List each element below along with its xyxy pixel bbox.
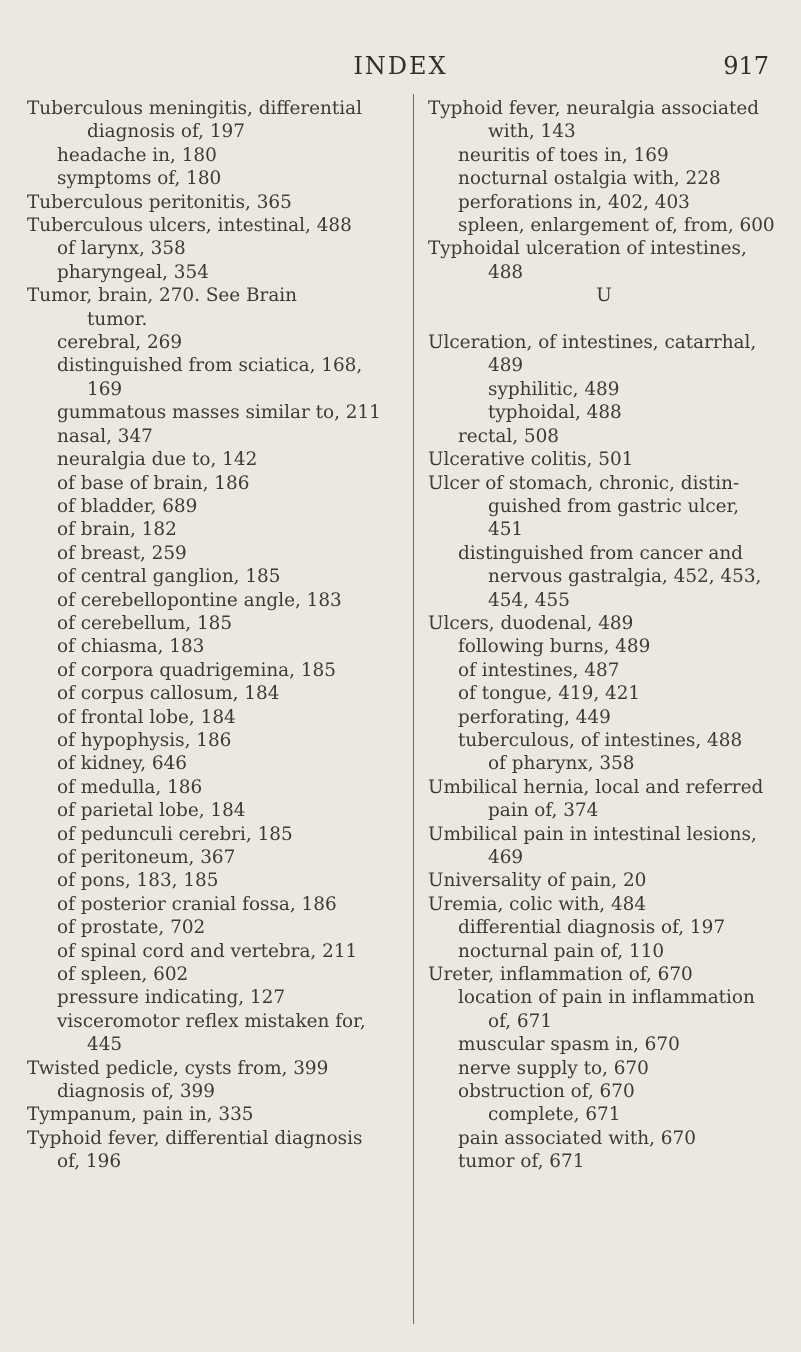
index-entry: Ulcers, duodenal, 489 bbox=[428, 612, 634, 634]
index-subentry: of peritoneum, 367 bbox=[57, 847, 236, 868]
index-subentry: pain associated with, 670 bbox=[458, 1127, 696, 1149]
index-subentry: differential diagnosis of, 197 bbox=[458, 917, 726, 939]
index-subentry: complete, 671 bbox=[488, 1104, 621, 1126]
index-subentry: of posterior cranial fossa, 186 bbox=[57, 893, 337, 915]
index-subentry: nocturnal ostalgia with, 228 bbox=[458, 168, 721, 190]
index-subentry: nerve supply to, 670 bbox=[458, 1057, 649, 1079]
index-subentry: typhoidal, 488 bbox=[488, 402, 622, 424]
index-subentry: of hypophysis, 186 bbox=[57, 729, 232, 751]
index-subentry: following burns, 489 bbox=[458, 636, 651, 658]
index-entry: Uremia, colic with, 484 bbox=[428, 893, 647, 915]
index-subentry: syphilitic, 489 bbox=[488, 378, 620, 400]
index-subentry: obstruction of, 670 bbox=[458, 1081, 635, 1103]
index-subentry: nervous gastralgia, 452, 453, bbox=[488, 566, 762, 588]
index-subentry: of bladder, 689 bbox=[57, 495, 198, 517]
index-entry: Tympanum, pain in, 335 bbox=[27, 1104, 254, 1126]
index-subentry: 469 bbox=[488, 847, 524, 868]
index-subentry: location of pain in inflammation bbox=[458, 987, 755, 1009]
index-subentry: of corpus callosum, 184 bbox=[57, 683, 280, 705]
column-divider bbox=[413, 94, 414, 1324]
index-subentry: of pons, 183, 185 bbox=[57, 870, 219, 892]
index-subentry: of spinal cord and vertebra, 211 bbox=[57, 940, 358, 962]
index-entry bbox=[428, 308, 780, 331]
index-subentry: of prostate, 702 bbox=[57, 917, 206, 939]
index-subentry: perforations in, 402, 403 bbox=[458, 191, 690, 213]
index-subentry: of central ganglion, 185 bbox=[57, 566, 281, 588]
index-subentry: of kidney, 646 bbox=[57, 753, 187, 775]
page-title: INDEX bbox=[353, 52, 448, 80]
index-subentry: guished from gastric ulcer, bbox=[488, 495, 740, 517]
index-subentry: of corpora quadrigemina, 185 bbox=[57, 659, 336, 681]
index-subentry: with, 143 bbox=[488, 121, 576, 143]
index-subentry: 451 bbox=[488, 519, 524, 541]
index-subentry: cerebral, 269 bbox=[57, 332, 183, 354]
index-subentry: tuberculous, of intestines, 488 bbox=[458, 729, 743, 751]
section-letter: U bbox=[596, 285, 612, 307]
index-entry: Umbilical hernia, local and referred bbox=[428, 776, 764, 798]
index-entry: Universality of pain, 20 bbox=[428, 870, 647, 892]
index-subentry: of spleen, 602 bbox=[57, 964, 189, 986]
index-entry: Typhoid fever, differential diagnosis bbox=[27, 1127, 363, 1149]
index-subentry: symptoms of, 180 bbox=[57, 168, 222, 190]
index-subentry: of medulla, 186 bbox=[57, 776, 203, 798]
index-entry: Twisted pedicle, cysts from, 399 bbox=[27, 1057, 329, 1079]
index-subentry: of cerebellopontine angle, 183 bbox=[57, 589, 342, 611]
index-entry: Umbilical pain in intestinal lesions, bbox=[428, 823, 757, 845]
index-entry: Tumor, brain, 270. See Brain bbox=[27, 285, 298, 307]
index-subentry: of pharynx, 358 bbox=[488, 753, 635, 775]
index-subentry: 488 bbox=[488, 261, 524, 283]
index-subentry: distinguished from cancer and bbox=[458, 542, 743, 564]
index-subentry: distinguished from sciatica, 168, bbox=[57, 355, 363, 377]
index-subentry: neuritis of toes in, 169 bbox=[458, 144, 669, 166]
index-subentry: pharyngeal, 354 bbox=[57, 261, 209, 283]
index-entry: Ulcer of stomach, chronic, distin- bbox=[428, 472, 740, 494]
index-entry: Tuberculous meningitis, differential bbox=[27, 98, 362, 119]
index-subentry: tumor. bbox=[87, 308, 148, 330]
index-entry: Ulcerative colitis, 501 bbox=[428, 449, 634, 471]
page-number: 917 bbox=[723, 52, 769, 80]
index-subentry: gummatous masses similar to, 211 bbox=[57, 402, 381, 424]
index-entry: Tuberculous peritonitis, 365 bbox=[27, 191, 292, 213]
index-subentry: of breast, 259 bbox=[57, 542, 187, 564]
index-subentry: of brain, 182 bbox=[57, 519, 177, 541]
left-index-column bbox=[27, 97, 405, 1174]
index-subentry: of frontal lobe, 184 bbox=[57, 706, 236, 728]
index-subentry: perforating, 449 bbox=[458, 706, 611, 728]
index-subentry: of parietal lobe, 184 bbox=[57, 800, 246, 822]
index-subentry: rectal, 508 bbox=[458, 425, 560, 447]
index-subentry: of intestines, 487 bbox=[458, 659, 620, 681]
index-subentry: 489 bbox=[488, 355, 524, 377]
index-subentry: pain of, 374 bbox=[488, 800, 599, 822]
index-subentry: spleen, enlargement of, from, 600 bbox=[458, 215, 775, 237]
index-subentry: of tongue, 419, 421 bbox=[458, 683, 641, 705]
index-subentry: 445 bbox=[87, 1034, 123, 1056]
index-subentry: muscular spasm in, 670 bbox=[458, 1034, 680, 1056]
index-entry: Tuberculous ulcers, intestinal, 488 bbox=[27, 215, 352, 237]
index-entry: Ureter, inflammation of, 670 bbox=[428, 964, 693, 986]
index-subentry: tumor of, 671 bbox=[458, 1151, 585, 1173]
index-subentry: of pedunculi cerebri, 185 bbox=[57, 823, 293, 845]
index-subentry: of chiasma, 183 bbox=[57, 636, 205, 658]
index-subentry: nocturnal pain of, 110 bbox=[458, 940, 665, 962]
index-subentry: of cerebellum, 185 bbox=[57, 612, 233, 634]
index-subentry: neuralgia due to, 142 bbox=[57, 449, 258, 471]
right-index-column bbox=[428, 97, 780, 1174]
index-subentry: diagnosis of, 197 bbox=[87, 121, 245, 143]
index-subentry: of, 671 bbox=[488, 1010, 553, 1032]
index-entry: Ulceration, of intestines, catarrhal, bbox=[428, 332, 757, 354]
index-subentry: nasal, 347 bbox=[57, 425, 153, 447]
index-subentry: headache in, 180 bbox=[57, 144, 217, 166]
index-subentry: 454, 455 bbox=[488, 589, 570, 611]
index-subentry: pressure indicating, 127 bbox=[57, 987, 286, 1009]
index-subentry: visceromotor reflex mistaken for, bbox=[57, 1010, 366, 1032]
index-subentry: diagnosis of, 399 bbox=[57, 1081, 215, 1103]
index-entry: Typhoidal ulceration of intestines, bbox=[428, 238, 747, 260]
index-subentry: 169 bbox=[87, 378, 123, 400]
index-subentry: of base of brain, 186 bbox=[57, 472, 250, 494]
index-subentry: of, 196 bbox=[57, 1151, 122, 1173]
index-subentry: of larynx, 358 bbox=[57, 238, 186, 260]
index-entry: Typhoid fever, neuralgia associated bbox=[428, 98, 760, 119]
